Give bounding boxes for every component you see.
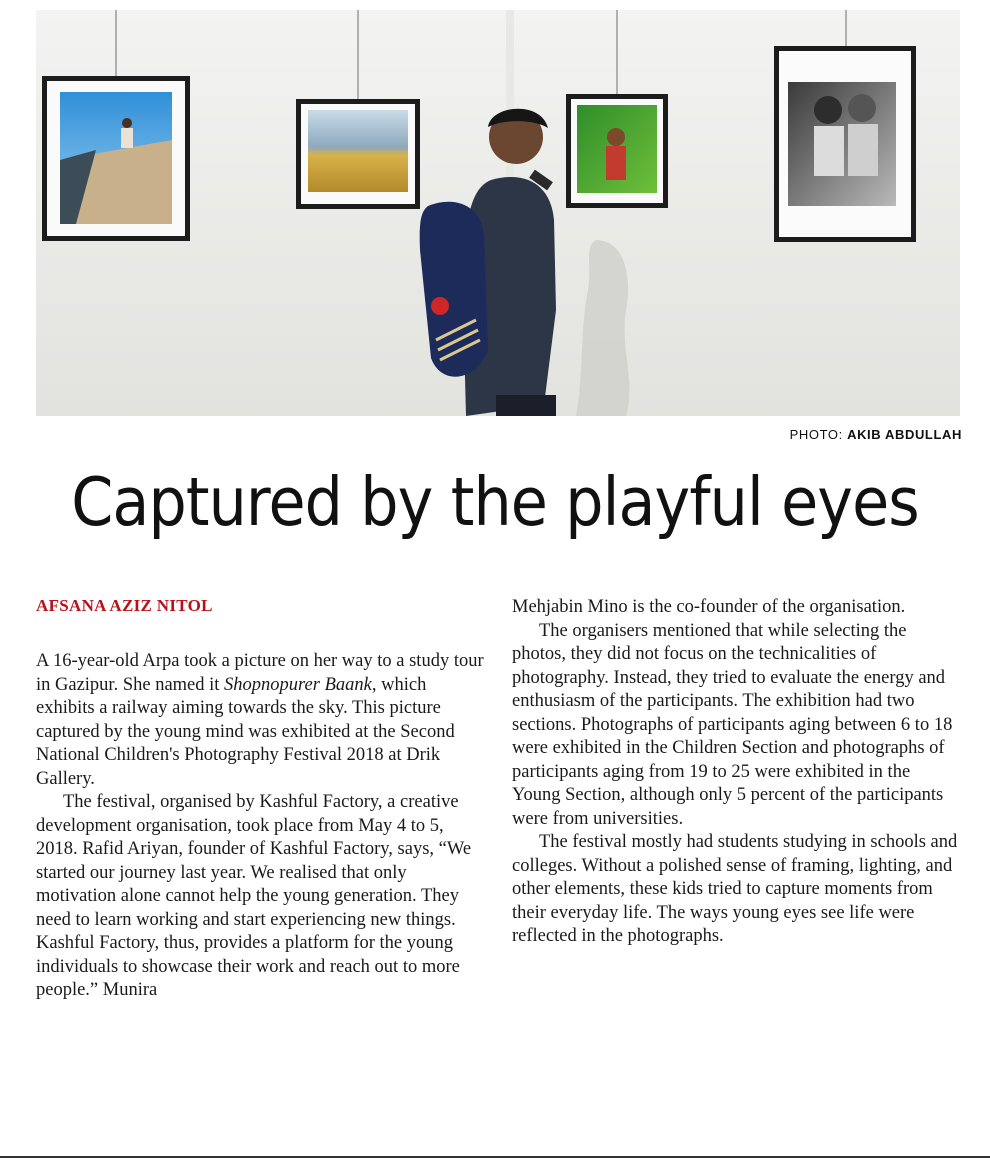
paragraph: The festival, organised by Kashful Factory, a creative development organisation, took place from May 4 to 5, 2018. Rafid Ariyan, founder of Kashful Factory, says, “We started our journey last year. We realised that only motivation alone cannot help the young generation. They need to learn working and start experiencing new things. Kashful Factory, thus, provides a platform for the young individuals to showcase their work and reach out to more people.” Munira — [36, 792, 472, 1000]
paragraph: The festival mostly had students studying in schools and colleges. Without a polished sense of framing, lighting, and other elements, these kids tried to capture moments from their everyday life. The ways young eyes see life were reflected in the photographs. — [512, 832, 958, 946]
paragraph: The organisers mentioned that while selecting the photos, they did not focus on the technicalities of photography. Instead, they tried to evaluate the energy and enthusiasm of the participants. The exhibition had two sections. Photographs of participants aging between 6 to 18 were exhibited in the Children Section and photographs of participants aging from 19 to 25 were exhibited in the Young Section, although only 5 percent of the participants were from universities. — [512, 620, 953, 829]
article-column-right — [512, 596, 962, 949]
gallery-photo — [36, 10, 960, 416]
headline: Captured by the playful eyes — [71, 463, 919, 541]
gallery-photo-image — [36, 10, 960, 416]
byline: AFSANA AZIZ NITOL — [36, 596, 213, 615]
article-column-left — [36, 650, 488, 1003]
photo-credit: PHOTO: AKIB ABDULLAH — [789, 427, 962, 442]
photo-title: Shopnopurer Baank — [224, 674, 372, 695]
bottom-rule — [0, 1156, 990, 1158]
paragraph: A 16-year-old Arpa took a picture on her way to a study tour in Gazipur. She named it Shopnopurer Baank, which exhibits a railway aiming towards the sky. This picture captured by the young mind was exhibited at the Second National Children's Photography Festival 2018 at Drik Gallery. — [36, 651, 484, 789]
paragraph: Mehjabin Mino is the co-founder of the organisation. — [512, 597, 906, 617]
photographer-name: AKIB ABDULLAH — [847, 427, 962, 442]
